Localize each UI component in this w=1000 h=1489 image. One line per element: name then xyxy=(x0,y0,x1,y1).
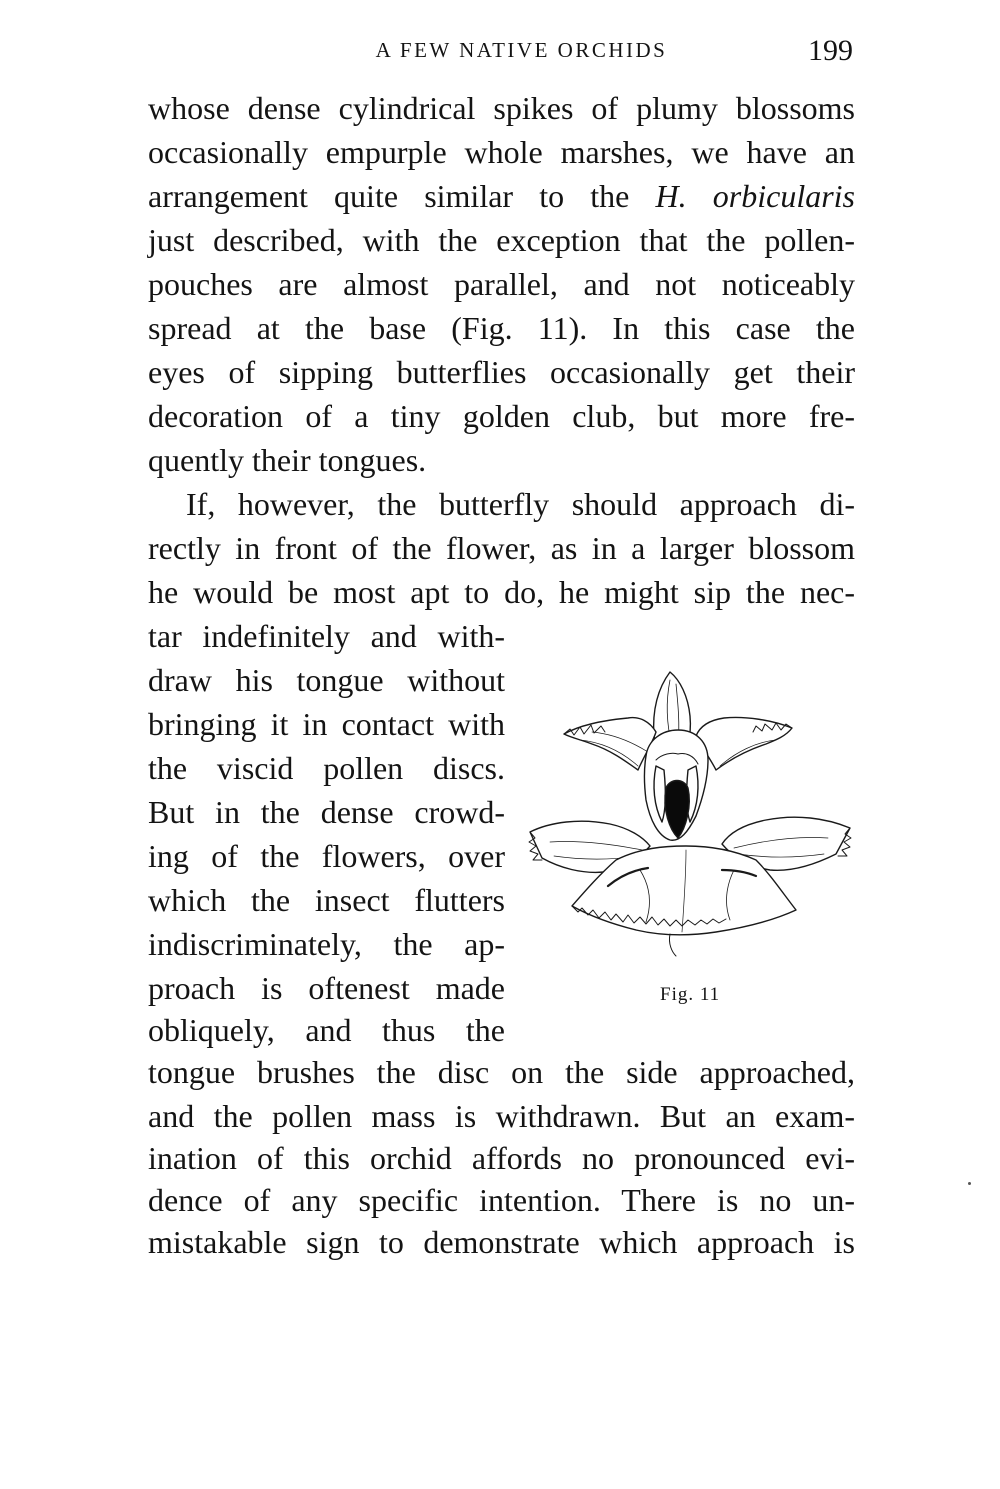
text-line: he would be most apt to do, he might sip the nec- xyxy=(148,574,855,610)
text-line: whose dense cylindrical spikes of plumy blossoms xyxy=(148,90,855,126)
orchid-illustration xyxy=(520,660,860,970)
text-line: bringing it in contact with xyxy=(148,706,505,742)
text-line-part: arrangement quite similar to the xyxy=(148,178,656,214)
text-line: draw his tongue without xyxy=(148,662,505,698)
running-head xyxy=(148,34,855,68)
text-line: spread at the base (Fig. 11). In this case the xyxy=(148,310,855,346)
text-line: and the pollen mass is withdrawn. But an exam- xyxy=(148,1098,855,1134)
text-line: tongue brushes the disc on the side approached, xyxy=(148,1054,855,1090)
text-line: just described, with the exception that the pollen- xyxy=(148,222,855,258)
text-line: ination of this orchid affords no pronounced evi- xyxy=(148,1140,855,1176)
text-line: mistakable sign to demonstrate which approach is xyxy=(148,1224,855,1260)
paper-speck xyxy=(968,1182,971,1185)
text-line: tar indefinitely and with- xyxy=(148,618,505,654)
text-line xyxy=(148,176,855,216)
text-line: obliquely, and thus the xyxy=(148,1012,505,1048)
text-line: ing of the flowers, over xyxy=(148,838,505,874)
text-line: the viscid pollen discs. xyxy=(148,750,505,786)
running-title: A FEW NATIVE ORCHIDS xyxy=(375,38,668,62)
text-line: proach is oftenest made xyxy=(148,970,505,1006)
text-line: pouches are almost parallel, and not noticeably xyxy=(148,266,855,302)
text-line: which the insect flutters xyxy=(148,882,505,918)
species-name-italic: H. orbicularis xyxy=(655,178,856,214)
text-line: rectly in front of the flower, as in a larger blossom xyxy=(148,530,855,566)
text-line: indiscriminately, the ap- xyxy=(148,926,505,962)
orchid-drawing xyxy=(520,660,860,970)
text-line: occasionally empurple whole marshes, we have an xyxy=(148,134,855,170)
left-petal xyxy=(564,718,656,770)
text-line: dence of any specific intention. There is no un- xyxy=(148,1182,855,1218)
text-line: eyes of sipping butterflies occasionally get their xyxy=(148,354,855,390)
text-line: quently their tongues. xyxy=(148,442,427,478)
figure-caption: Fig. 11 xyxy=(660,984,721,1005)
text-line: decoration of a tiny golden club, but more fre- xyxy=(148,398,855,434)
text-line: If, however, the butterfly should approach di- xyxy=(186,486,855,522)
page-number: 199 xyxy=(808,34,853,67)
text-line: But in the dense crowd- xyxy=(148,794,505,830)
